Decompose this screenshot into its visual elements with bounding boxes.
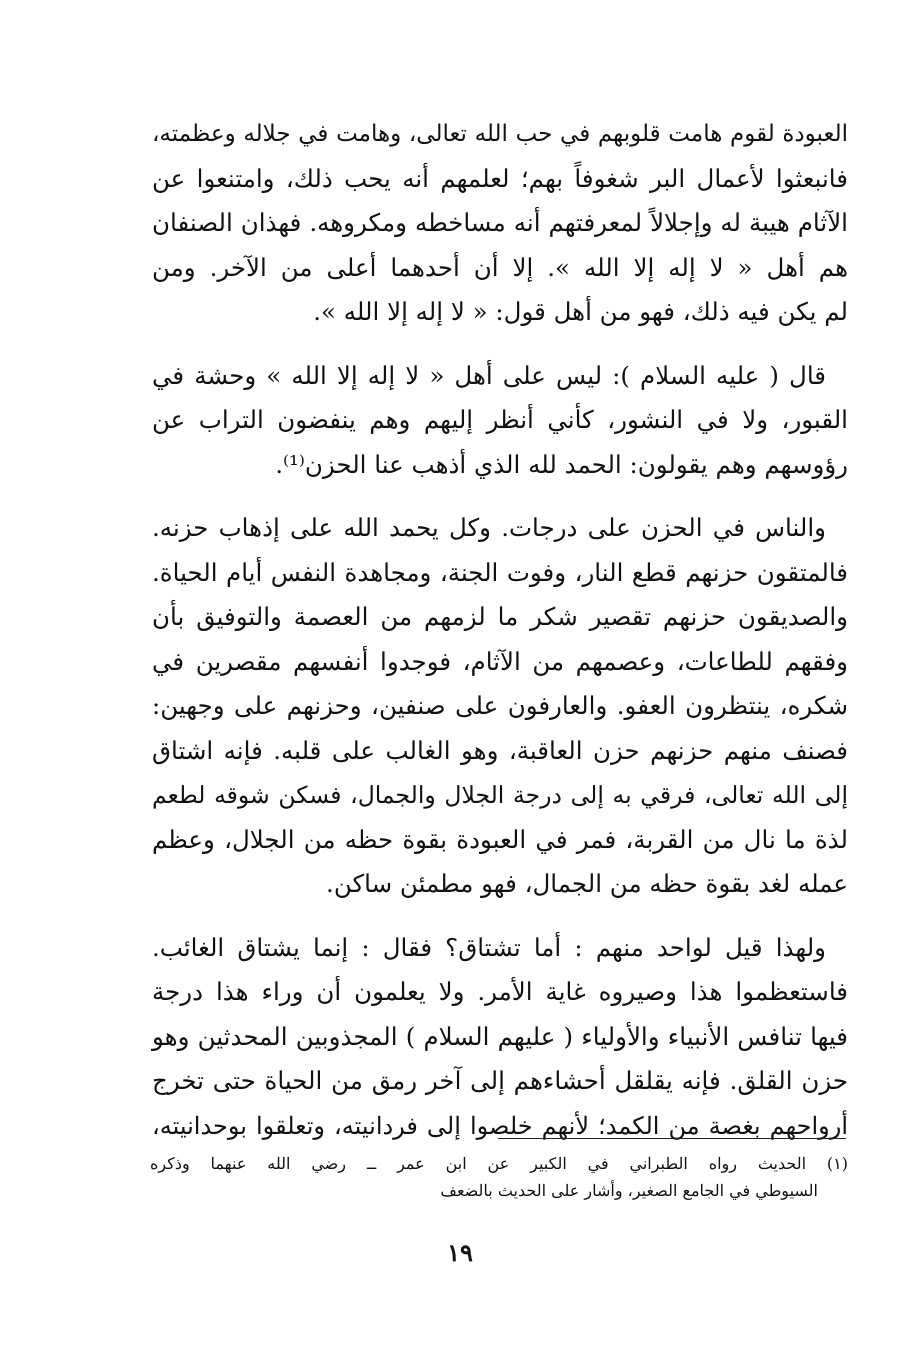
text-line: قال ( عليه السلام ): ليس على أهل « لا إله إلا الله » وحشة في — [152, 360, 826, 390]
text-line: ولهذا قيل لواحد منهم : أما تشتاق؟ فقال : إنما يشتاق الغائب. — [152, 932, 826, 962]
paragraph-2 — [152, 354, 848, 488]
text-line: فالمتقون حزنهم قطع النار، وفوت الجنة، ومجاهدة النفس أيام الحياة. — [152, 557, 848, 587]
text-line: حزن القلق. فإنه يقلقل أحشاءهم إلى آخر رمق من الحياة حتى تخرج — [152, 1066, 848, 1095]
text-line: وفقهم للطاعات، وعصمهم من الآثام، فوجدوا أنفسهم مقصرين في — [152, 646, 848, 676]
text-line: والصديقون حزنهم تقصير شكر ما لزمهم من العصمة والتوفيق بأن — [152, 602, 848, 631]
footnote-line: السيوطي في الجامع الصغير، وأشار على الحديث بالضعف — [440, 1181, 818, 1200]
text-line: والناس في الحزن على درجات. وكل يحمد الله على إذهاب حزنه. — [152, 513, 826, 542]
text-line: لم يكن فيه ذلك، فهو من أهل قول: « لا إله إلا الله ». — [313, 297, 848, 326]
page-body — [152, 112, 848, 1148]
footnote-divider — [498, 1138, 846, 1139]
text-line: فيها تنافس الأنبياء والأولياء ( عليهم السلام ) المجذوبين المحدثين وهو — [152, 1021, 848, 1051]
text-line: إلى الله تعالى، فرقي به إلى درجة الجلال والجمال، فسكن شوقه لطعم — [152, 781, 848, 809]
text-line: فانبعثوا لأعمال البر شغوفاً بهم؛ لعلمهم أنه يحب ذلك، وامتنعوا عن — [152, 163, 848, 193]
text-line: فصنف منهم حزنهم حزن العاقبة، وهو الغالب على قلبه. فإنه اشتاق — [152, 735, 848, 765]
text-line: العبودة لقوم هامت قلوبهم في حب الله تعالى، وهامت في جلاله وعظمته، — [152, 121, 848, 147]
text-line: رؤوسهم وهم يقولون: الحمد لله الذي أذهب عنا الحزن⁽¹⁾. — [275, 449, 848, 479]
text-line: القبور، ولا في النشور، كأني أنظر إليهم وهم ينفضون التراب عن — [152, 405, 848, 434]
paragraph-4 — [152, 926, 848, 1149]
paragraph-1 — [152, 112, 848, 335]
paragraph-3 — [152, 506, 848, 907]
footnote-line: (١) الحديث رواه الطبراني في الكبير عن ابن عمر ــ رضي الله عنهما وذكره — [150, 1154, 848, 1173]
text-line: عمله لغد بقوة حظه من الجمال، فهو مطمئن ساكن. — [326, 869, 848, 898]
text-line: شكره، ينتظرون العفو. والعارفون على صنفين، وحزنهم على وجهين: — [152, 691, 848, 720]
text-line: الآثام هيبة له وإجلالاً لمعرفتهم أنه مساخطه ومكروهه. فهذان الصنفان — [152, 208, 848, 237]
text-line: فاستعظموا هذا وصيروه غاية الأمر. ولا يعلمون أن وراء هذا درجة — [152, 977, 848, 1006]
text-line: لذة ما نال من القربة، فمر في العبودة بقوة حظه من الجلال، وعظم — [152, 824, 848, 854]
footnote — [150, 1150, 848, 1204]
page-number: ١٩ — [447, 1238, 473, 1267]
text-line: أرواحهم بغصة من الكمد؛ لأنهم خلصوا إلى فردانيته، وتعلقوا بوحدانيته، — [152, 1111, 848, 1140]
text-line: هم أهل « لا إله إلا الله ». إلا أن أحدهما أعلى من الآخر. ومن — [152, 252, 848, 282]
